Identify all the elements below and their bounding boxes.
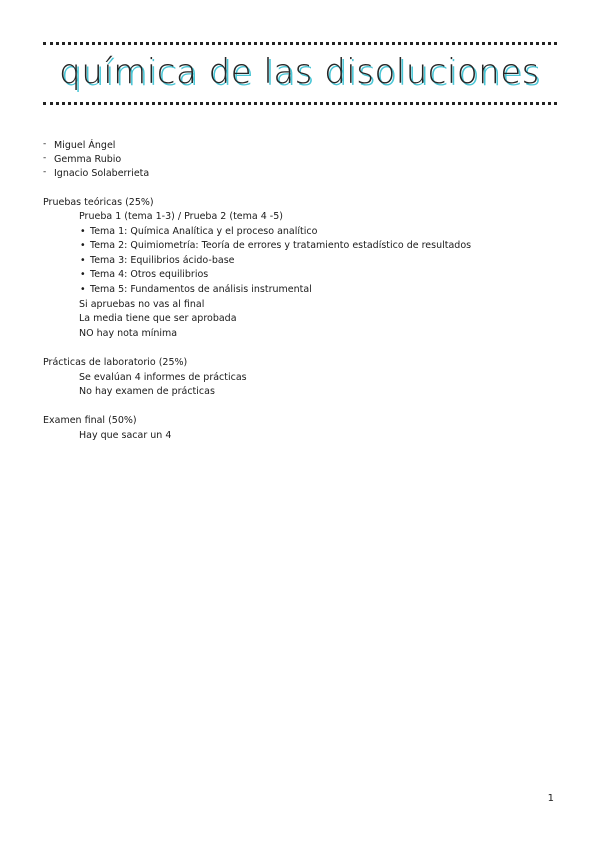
tema-bullet-icon: • <box>80 269 86 280</box>
practicas-note: No hay examen de prácticas <box>79 386 215 397</box>
top-dotted-divider <box>43 42 557 45</box>
tema-bullet-icon: • <box>80 284 86 295</box>
bottom-dotted-divider <box>43 102 557 105</box>
tema-item: Tema 5: Fundamentos de análisis instrumental <box>90 284 312 295</box>
pruebas-subheading: Prueba 1 (tema 1-3) / Prueba 2 (tema 4 -5) <box>79 211 283 222</box>
section-heading-practicas: Prácticas de laboratorio (25%) <box>43 357 188 368</box>
dash-bullet: - <box>43 153 47 163</box>
tema-item: Tema 4: Otros equilibrios <box>90 269 209 280</box>
pruebas-note: La media tiene que ser aprobada <box>79 313 237 324</box>
professor-name: Gemma Rubio <box>54 154 122 165</box>
dash-bullet: - <box>43 139 47 149</box>
tema-bullet-icon: • <box>80 255 86 266</box>
page-number: 1 <box>547 793 554 804</box>
pruebas-note: Si apruebas no vas al final <box>79 299 205 310</box>
section-heading-examen: Examen final (50%) <box>43 415 137 426</box>
dash-bullet: - <box>43 167 47 177</box>
professor-name: Ignacio Solaberrieta <box>54 168 150 179</box>
page-title: química de las disoluciones <box>59 52 540 92</box>
section-heading-pruebas: Pruebas teóricas (25%) <box>43 197 154 208</box>
tema-bullet-icon: • <box>80 226 86 237</box>
professor-name: Miguel Ángel <box>54 140 116 151</box>
tema-item: Tema 1: Química Analítica y el proceso analítico <box>90 226 318 237</box>
tema-item: Tema 2: Quimiometría: Teoría de errores y tratamiento estadístico de resultados <box>90 240 472 251</box>
practicas-note: Se evalúan 4 informes de prácticas <box>79 372 247 383</box>
examen-note: Hay que sacar un 4 <box>79 430 172 441</box>
tema-bullet-icon: • <box>80 240 86 251</box>
pruebas-note: NO hay nota mínima <box>79 328 178 339</box>
tema-item: Tema 3: Equilibrios ácido-base <box>90 255 235 266</box>
